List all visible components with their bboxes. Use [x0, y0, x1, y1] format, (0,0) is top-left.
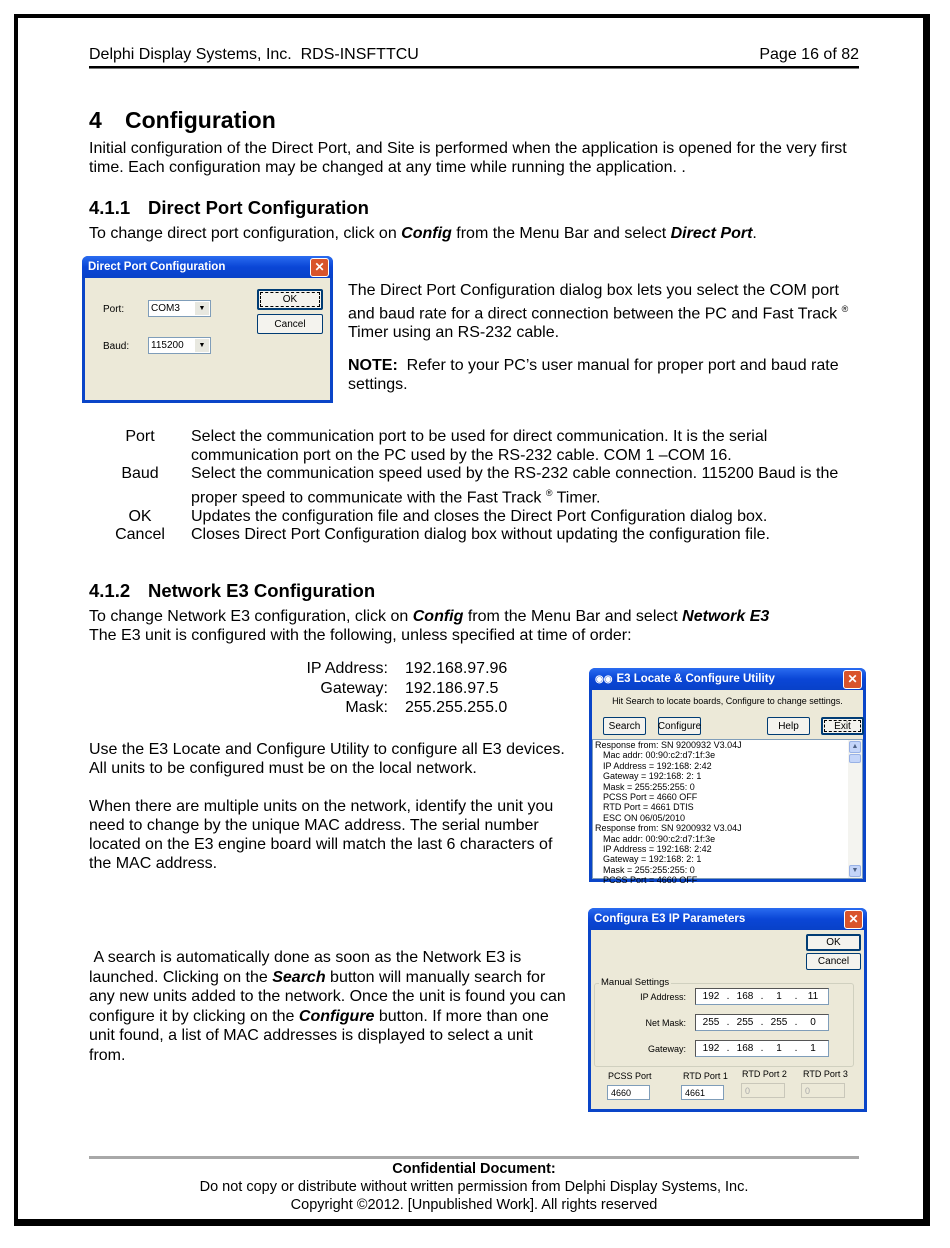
dialog-title: Direct Port Configuration [88, 261, 226, 273]
octet: 192 [702, 1043, 720, 1054]
menu-config-ref: Config [401, 225, 452, 242]
dot: . [726, 1017, 730, 1028]
instr-text: . [752, 225, 757, 242]
net-mask-label: Net Mask: [645, 1018, 686, 1028]
octet: 0 [810, 1017, 816, 1028]
ok-button[interactable]: OK [806, 934, 861, 951]
note-label: NOTE: [348, 357, 398, 374]
para-text: A search is automatically done as soon as the Network E3 is launched. Clicking on the [89, 949, 526, 986]
instr-text: To change Network E3 configuration, click on [89, 608, 413, 625]
header-page-number: Page 16 of 82 [759, 46, 859, 63]
setting-value: 255.255.255.0 [405, 699, 508, 716]
dialog-titlebar [82, 256, 333, 278]
rtd-port-3-label: RTD Port 3 [803, 1069, 848, 1079]
definition-desc: Select the communication port to be used for direct communication. It is the serial communication port on the PC used by the RS-232 cable. COM 1 –COM 16. [191, 428, 768, 464]
ok-button[interactable]: OK [257, 289, 323, 310]
octet: 1 [810, 1043, 816, 1054]
default-network-settings [240, 659, 507, 718]
octet: 255 [736, 1017, 754, 1028]
dot: . [794, 1017, 798, 1028]
direct-port-dialog [82, 256, 333, 403]
exit-button[interactable]: Exit [821, 717, 864, 735]
subsection-number: 4.1.2 [89, 580, 131, 601]
log-line: Gateway = 192:168: 2: 1 [603, 854, 702, 865]
ip-address-input[interactable] [695, 988, 829, 1005]
setting-row [240, 679, 507, 699]
desc-text: Timer using an RS-232 cable. [348, 324, 560, 342]
scroll-up-icon[interactable]: ▲ [849, 741, 861, 753]
configure-button[interactable]: Configure [658, 717, 701, 735]
dialog-body [591, 930, 864, 1109]
group-label: Manual Settings [601, 977, 670, 988]
footer-line-2: Copyright ©2012. [Unpublished Work]. All rights reserved [290, 1197, 658, 1213]
chevron-down-icon[interactable]: ▼ [195, 339, 209, 352]
octet: 168 [736, 1043, 754, 1054]
cancel-button[interactable]: Cancel [257, 314, 323, 334]
octet: 168 [736, 991, 754, 1002]
locate-hint: Hit Search to locate boards, Configure to change settings. [612, 696, 843, 706]
log-line: Mask = 255:255:255: 0 [603, 781, 695, 792]
scroll-down-icon[interactable]: ▼ [849, 865, 861, 877]
footer-title: Confidential Document: [392, 1161, 556, 1177]
dot: . [760, 991, 764, 1002]
octet: 1 [776, 991, 782, 1002]
section-heading [89, 107, 276, 134]
definition-term: Baud [121, 465, 159, 483]
log-line: Gateway = 192:168: 2: 1 [603, 771, 702, 782]
definition-term: OK [128, 507, 152, 525]
log-line: Response from: SN 9200932 V3.04J [595, 823, 742, 834]
log-line: Mac addr: 00:90:c2:d7:1f:3e [603, 750, 716, 761]
definition-term: Port [125, 428, 155, 445]
setting-key: Mask: [345, 699, 388, 716]
subsection-title: Network E3 Configuration [148, 580, 376, 601]
multiple-units-paragraph: When there are multiple units on the network, identify the unit you need to change by the unique MAC address. The serial number located on the E3 engine board will match the last 6 characters of the MAC address. [89, 798, 554, 872]
setting-key: Gateway: [320, 679, 388, 697]
port-value: COM3 [151, 303, 180, 314]
pcss-port-label: PCSS Port [608, 1071, 652, 1081]
dot: . [726, 1043, 730, 1054]
dot: . [726, 991, 730, 1002]
rtd-port-1-label: RTD Port 1 [683, 1071, 728, 1081]
definition-row [89, 526, 859, 545]
log-line: IP Address = 192:168: 2:42 [603, 844, 712, 855]
log-line: Mask = 255:255:255: 0 [603, 864, 695, 875]
log-line: Response from: SN 9200932 V3.04J [595, 740, 742, 750]
octet: 192 [702, 991, 720, 1002]
log-line: IP Address = 192:168: 2:42 [603, 760, 712, 771]
pcss-port-input[interactable]: 4660 [607, 1085, 650, 1100]
menu-direct-port-ref: Direct Port [670, 225, 753, 242]
chevron-down-icon[interactable]: ▼ [195, 302, 209, 315]
configure-ref: Configure [298, 1007, 375, 1025]
octet: 1 [776, 1043, 782, 1054]
subsection-heading-network-e3 [89, 580, 375, 602]
response-log[interactable] [592, 739, 863, 886]
dot: . [794, 1043, 798, 1054]
dialog-title: Configura E3 IP Parameters [594, 913, 746, 925]
page-header [89, 46, 859, 64]
registered-mark: ® [841, 304, 849, 314]
rtd-port-1-input[interactable]: 4661 [681, 1085, 724, 1100]
dot: . [760, 1017, 764, 1028]
dot: . [794, 991, 798, 1002]
binoculars-icon: ◉◉ [595, 673, 613, 685]
menu-network-e3-ref: Network E3 [682, 608, 770, 625]
desc-text: Select the communication speed used by the RS-232 cable connection. 115200 Baud is the proper speed to communicate with the Fast Track [191, 465, 839, 507]
help-button[interactable]: Help [767, 717, 810, 735]
dialog-titlebar [588, 908, 867, 930]
instr-text: To change direct port configuration, click on [89, 225, 402, 242]
baud-value: 115200 [151, 340, 184, 351]
definition-row [89, 465, 859, 508]
utility-paragraph: Use the E3 Locate and Configure Utility to configure all E3 devices. All units to be configured must be on the local network. [89, 741, 565, 777]
definition-row [89, 428, 859, 465]
header-rule [89, 66, 859, 69]
search-ref: Search [272, 968, 326, 986]
cancel-button[interactable]: Cancel [806, 953, 861, 970]
baud-select[interactable] [148, 337, 211, 354]
scroll-thumb[interactable] [849, 754, 861, 763]
log-line: PCSS Port = 4660 OFF [603, 792, 698, 803]
instr-text: from the Menu Bar and select [451, 225, 671, 242]
log-line: Mac addr: 00:90:c2:d7:1f:3e [603, 833, 716, 844]
log-line: RTD Port = 4661 DTIS [603, 802, 694, 813]
setting-value: 192.186.97.5 [405, 679, 499, 697]
port-select[interactable] [148, 300, 211, 317]
page-footer [89, 1160, 859, 1214]
subsection-heading-direct-port [89, 197, 369, 219]
subsection-title: Direct Port Configuration [148, 197, 369, 218]
network-e3-instructions [89, 607, 859, 645]
dialog-title: E3 Locate & Configure Utility [616, 673, 775, 685]
registered-mark: ® [545, 487, 553, 498]
ip-address-label: IP Address: [640, 992, 686, 1002]
menu-config-ref: Config [412, 608, 464, 625]
rtd-port-3-input[interactable]: 0 [801, 1083, 845, 1098]
definition-row [89, 508, 859, 527]
section-intro: Initial configuration of the Direct Port, and Site is performed when the application is opened for the very first time. Each configuration may be changed at any time while running the application. . [89, 140, 847, 176]
para-text: button will manually search for any new units added to the network. Once the unit is found you can configure it by clicking on the [89, 968, 566, 1025]
definition-list [89, 428, 859, 545]
close-icon[interactable]: ✕ [310, 258, 329, 277]
net-mask-input[interactable] [695, 1014, 829, 1031]
direct-port-note [348, 356, 860, 394]
gateway-label: Gateway: [647, 1044, 686, 1054]
log-line: ESC ON 06/05/2010 [603, 812, 686, 823]
note-text: Refer to your PC’s user manual for proper port and baud rate settings. [348, 357, 844, 393]
dialog-body [85, 278, 330, 400]
definition-desc [191, 465, 859, 508]
e3-locate-dialog [589, 668, 866, 886]
dot: . [760, 1043, 764, 1054]
log-line: PCSS Port = 4660 OFF [603, 875, 698, 886]
section-title: Configuration [125, 107, 276, 133]
definition-term: Cancel [115, 526, 165, 544]
setting-key: IP Address: [306, 660, 388, 677]
direct-port-instructions [89, 224, 859, 243]
instr-text: from the Menu Bar and select [463, 608, 683, 625]
desc-text: The Direct Port Configuration dialog box lets you select the COM port and baud rate for a direct connection between the PC and Fast Track [348, 282, 842, 323]
octet: 11 [807, 991, 819, 1002]
e3-ip-params-dialog [588, 908, 867, 1112]
footer-rule [89, 1156, 859, 1159]
gateway-input[interactable] [695, 1040, 829, 1057]
rtd-port-2-label: RTD Port 2 [742, 1069, 787, 1079]
setting-value: 192.168.97.96 [405, 660, 508, 677]
rtd-port-2-input[interactable]: 0 [741, 1083, 785, 1098]
definition-desc: Closes Direct Port Configuration dialog box without updating the configuration file. [191, 526, 770, 544]
log-scrollbar[interactable] [848, 740, 862, 878]
search-paragraph [89, 948, 569, 1065]
direct-port-description [348, 281, 860, 342]
dialog-body [592, 690, 863, 886]
instr-text: The E3 unit is configured with the following, unless specified at time of order: [89, 627, 632, 644]
close-icon[interactable]: ✕ [843, 670, 862, 689]
section-number: 4 [89, 107, 102, 133]
port-label: Port: [103, 304, 125, 315]
para-text: button. If more than one unit found, a list of MAC addresses is displayed to select a unit from. [89, 1007, 549, 1064]
definition-desc: Updates the configuration file and closes the Direct Port Configuration dialog box. [191, 507, 768, 525]
subsection-number: 4.1.1 [89, 197, 131, 218]
baud-label: Baud: [103, 341, 130, 352]
octet: 255 [702, 1017, 720, 1028]
setting-row [240, 659, 507, 679]
setting-row [240, 698, 507, 718]
close-icon[interactable]: ✕ [844, 910, 863, 929]
dialog-titlebar [589, 668, 866, 690]
header-doc-title: Delphi Display Systems, Inc. RDS-INSFTTCU [89, 46, 419, 63]
octet: 255 [770, 1017, 788, 1028]
footer-line-1: Do not copy or distribute without written permission from Delphi Display Systems, Inc. [199, 1179, 749, 1195]
desc-text: Timer. [552, 489, 601, 507]
search-button[interactable]: Search [603, 717, 646, 735]
